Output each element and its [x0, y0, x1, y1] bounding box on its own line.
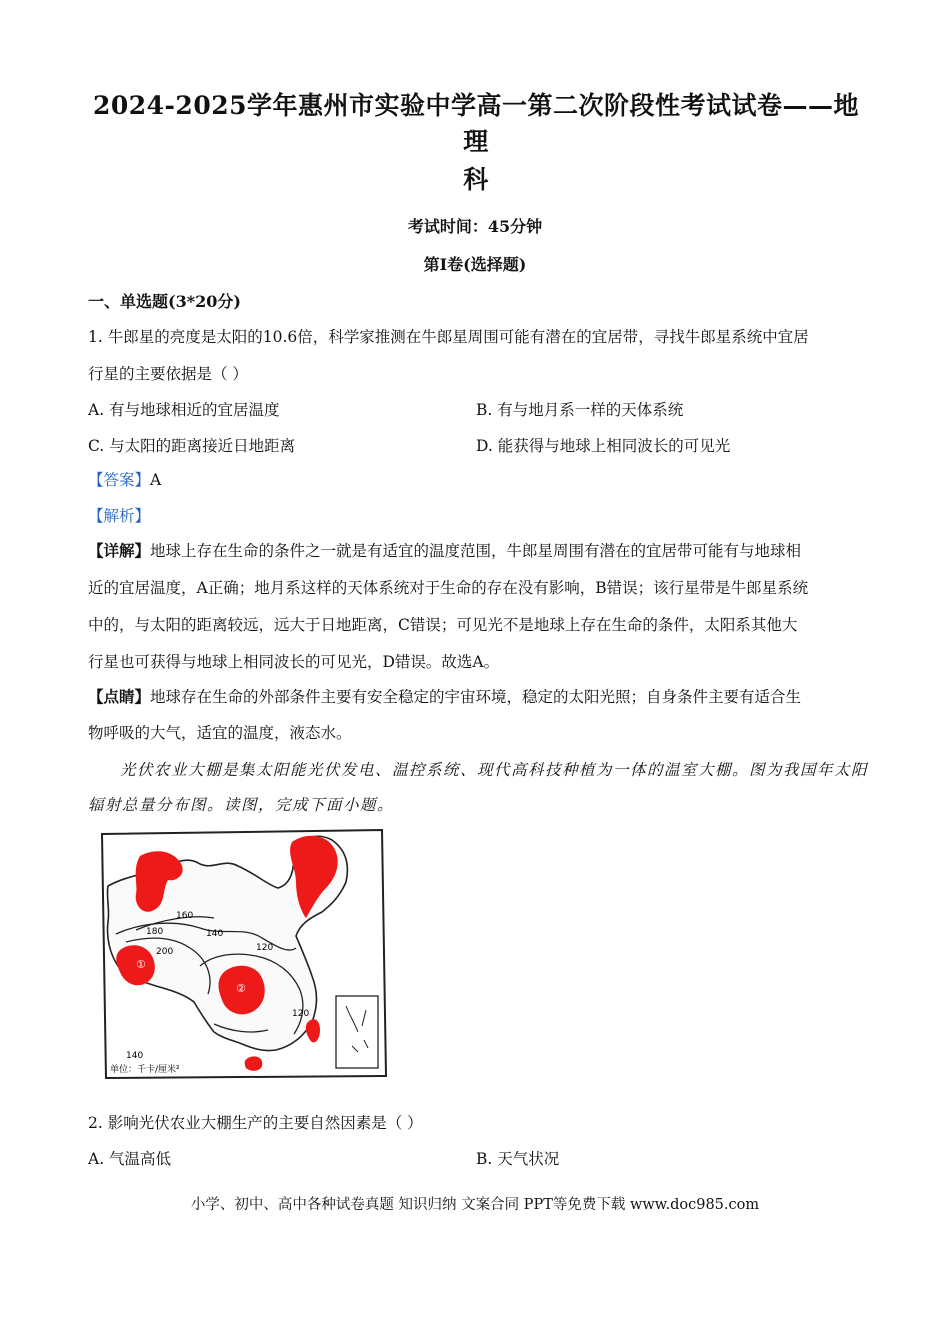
q1-detail-line4: 行星也可获得与地球上相同波长的可见光，D错误。故选A。	[88, 653, 500, 671]
comment-tag: 【点睛】	[88, 687, 151, 706]
footer-text: 小学、初中、高中各种试卷真题 知识归纳 文案合同 PPT等免费下载 www.doc985.com	[190, 1197, 760, 1213]
q1-option-d: D. 能获得与地球上相同波长的可见光	[476, 437, 731, 455]
q1-stem-line1: 1. 牛郎星的亮度是太阳的10.6倍，科学家推测在牛郎星周围可能有潜在的宜居带，寻找牛郎星系统中宜居	[88, 328, 809, 346]
q1-answer	[88, 468, 864, 490]
region-taiwan	[306, 1019, 320, 1042]
exam-title-line2: 科	[463, 165, 489, 194]
q1-detail-line2: 近的宜居温度，A正确；地月系这样的天体系统对于生命的存在没有影响，B错误；该行星带是牛郎星系统	[88, 579, 809, 597]
q2-option-a: A. 气温高低	[88, 1150, 172, 1168]
solar-radiation-map	[96, 826, 388, 1080]
exam-time: 考试时间：45分钟	[407, 217, 543, 236]
section-heading: 一、单选题(3*20分)	[88, 292, 241, 311]
answer-value: A	[150, 471, 162, 489]
isoline-label: 140	[206, 929, 224, 939]
passage-line1: 光伏农业大棚是集太阳能光伏发电、温控系统、现代高科技种植为一体的温室大棚。图为我国年太阳	[120, 761, 869, 779]
marker-1: ①	[136, 958, 146, 971]
south-china-sea-inset	[336, 996, 378, 1068]
q1-detail-line1: 【详解】地球上存在生命的条件之一就是有适宜的温度范围，牛郎星周围有潜在的宜居带可能有与地球相	[88, 541, 802, 560]
q1-detail-line3: 中的，与太阳的距离较远，远大于日地距离，C错误；可见光不是地球上存在生命的条件，太阳系其他大	[88, 616, 798, 634]
detail-tag: 【详解】	[88, 541, 151, 560]
analysis-tag: 【解析】	[88, 507, 151, 525]
q2-option-b: B. 天气状况	[476, 1150, 560, 1168]
passage-line2: 辐射总量分布图。读图，完成下面小题。	[88, 796, 395, 814]
q1-option-a: A. 有与地球相近的宜居温度	[88, 401, 280, 419]
isoline-label: 160	[176, 911, 194, 921]
isoline-label: 120	[292, 1009, 310, 1019]
q1-comment-line1: 【点睛】地球存在生命的外部条件主要有安全稳定的宇宙环境，稳定的太阳光照；自身条件主要有适合生	[88, 687, 802, 706]
volume-label: 第I卷(选择题)	[423, 255, 527, 274]
exam-title-line1: 2024-2025学年惠州市实验中学高一第二次阶段性考试试卷——地理	[92, 91, 860, 156]
isoline-label: 180	[146, 927, 164, 937]
region-hainan	[245, 1056, 263, 1070]
q1-comment-line2: 物呼吸的大气，适宜的温度，液态水。	[88, 724, 352, 742]
isoline-label: 120	[256, 943, 274, 953]
map-svg	[96, 826, 388, 1080]
q2-stem: 2. 影响光伏农业大棚生产的主要自然因素是（ ）	[88, 1114, 423, 1132]
isoline-label: 200	[156, 947, 174, 957]
q1-option-b: B. 有与地月系一样的天体系统	[476, 401, 684, 419]
legend-unit: 单位：千卡/厘米²	[110, 1065, 180, 1075]
q1-option-c: C. 与太阳的距离接近日地距离	[88, 437, 296, 455]
marker-2: ②	[236, 982, 246, 995]
answer-tag: 【答案】	[88, 471, 151, 489]
q1-stem-line2: 行星的主要依据是（ ）	[88, 365, 248, 383]
isoline-label: 140	[126, 1051, 144, 1061]
